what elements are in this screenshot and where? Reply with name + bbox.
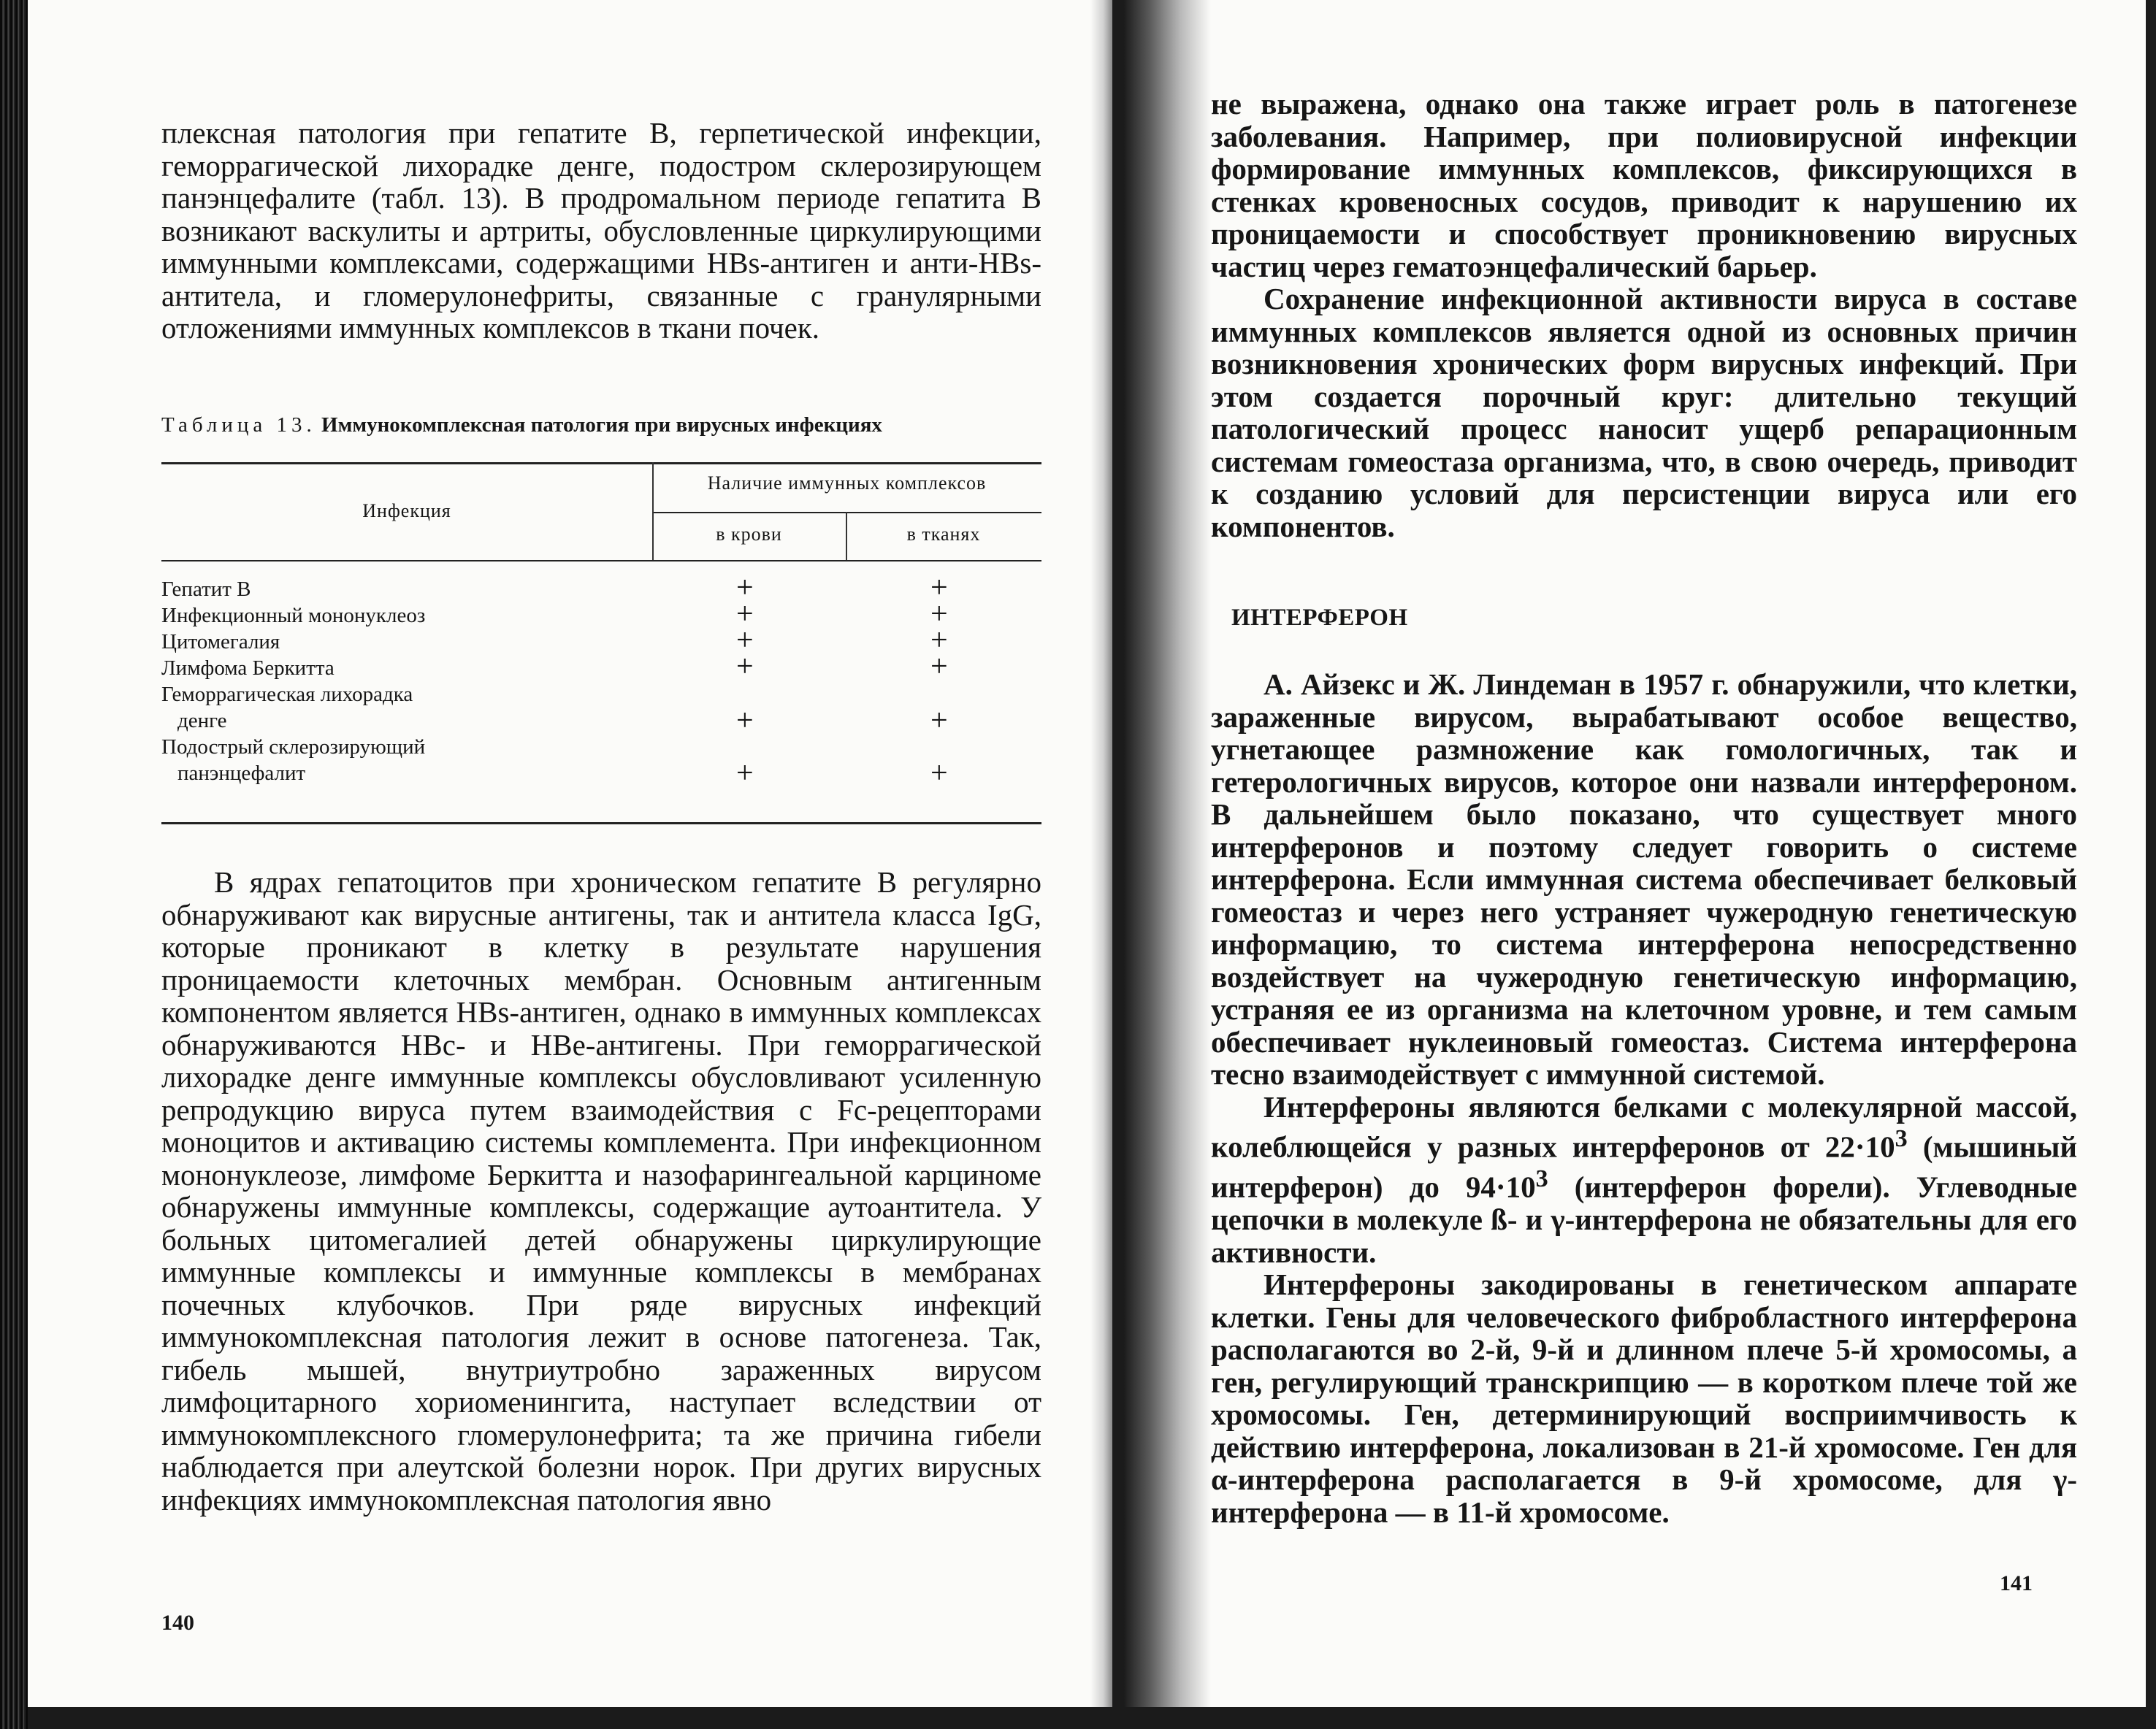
row-infection-line2: денге [177,709,227,732]
right-paragraph-3: А. Айзекс и Ж. Линдеман в 1957 г. обнаружили, что клетки, зараженные вирусом, вырабатывают особое вещество, угнетающее размножение как гомологичных, так и гетерологичных вирусов, которое они назвали интерфероном. В дальнейшем было показано, что существует много интерферонов и поэтому следует говорить о системе интерферона. Если иммунная система обеспечивает белковый гомеостаз и через него устраняет чужеродную генетическую информацию, то система интерферона непосредственно воздействует на чужеродную генетическую информацию, устраняя ее из организма на клеточном уровне, и тем самым обеспечивает нуклеиновый гомеостаз. Система интерферона тесно взаимодействует с иммунной системой. [1211,667,2077,1091]
row-infection-line1: Подострый склерозирующий [161,735,426,759]
row-tissue-value: + [930,704,948,737]
row-tissue-value: + [930,597,948,631]
right-paragraph-2: Сохранение инфекционной активности вируса в составе иммунных комплексов является одной из основных причин возникновения хронических форм вирусных инфекций. При этом создается порочный круг: длительно текущий патологический процесс наносит ущерб репарационным системам гомеостаза организма, что, в свою очередь, приводит к созданию условий для персистенции вируса или его компонентов. [1211,282,2077,543]
header-in-blood: в крови [716,524,782,545]
page-number-right: 141 [2000,1571,2033,1595]
right-body-text [1211,668,2077,1528]
row-infection: Гепатит В [161,578,251,601]
table-13 [161,462,1041,827]
right-page [1123,0,2146,1707]
row-blood-value: + [736,704,754,737]
right-paragraph-5: Интерфероны закодированы в генетическом аппарате клетки. Гены для человеческого фибробластного интерферона располагаются во 2-й, 9-й и длинном плече 5-й хромосомы, а ген, регулирующий транскрипцию — в коротком плече той же хромосомы. Ген, детерминирующий восприимчивость к действию интерферона, локализован в 21-й хромосоме. Ген для α-интерферона располагается в 9-й хромосоме, для γ-интерферона — в 11-й хромосоме. [1211,1268,2077,1529]
superscript-exponent: 3 [1535,1165,1548,1193]
row-blood-value: + [736,756,754,790]
row-blood-value: + [736,624,754,657]
row-blood-value: + [736,650,754,683]
paragraph-4-part1: Интерфероны являются белками с молекулярной массой, колеблющейся у разных интерферонов от 22·10 [1211,1089,2077,1164]
left-page [28,0,1112,1707]
left-top-paragraph: плексная патология при гепатите В, герпетической инфекции, геморрагической лихорадке денге, подостром склерозирующем панэнцефалите (табл. 13). В продромальном периоде гепатита В возникают васкулиты и артриты, обусловленные циркулирующими иммунными комплексами, содержащими HBs-антиген и анти-HBs-антитела, и гломерулонефриты, связанные с гранулярными отложениями иммунных комплексов в ткани почек. [161,116,1041,345]
right-top-text [1211,88,2077,543]
row-infection-line1: Геморрагическая лихорадка [161,683,413,706]
header-immune-complexes: Наличие иммунных комплексов [707,472,987,494]
row-infection: Инфекционный мононуклеоз [161,604,426,627]
table-caption [161,413,1041,437]
row-tissue-value: + [930,756,948,790]
row-tissue-value: + [930,571,948,605]
page-number-left: 140 [161,1611,194,1635]
right-paragraph-4 [1211,1091,2077,1269]
row-infection: Цитомегалия [161,630,280,653]
row-blood-value: + [736,571,754,605]
table-bottom-rule [161,822,1041,824]
header-in-tissue: в тканях [906,524,981,545]
row-tissue-value: + [930,624,948,657]
right-gutter-shadow [1123,0,1211,1707]
table-caption-title: Иммунокомплексная патология при вирусных инфекциях [321,413,882,437]
book-edge-left [0,0,28,1729]
row-infection-line2: панэнцефалит [177,762,306,785]
paragraph-4-part2: (мышиный интерферон) до 94·10 [1211,1130,2077,1204]
section-heading: ИНТЕРФЕРОН [1231,605,1408,631]
table-caption-label: Таблица 13. [161,413,316,437]
table-header-rule [161,560,1041,561]
superscript-exponent: 3 [1895,1125,1908,1152]
table-top-rule [161,462,1041,464]
header-infection: Инфекция [362,500,451,521]
row-blood-value: + [736,597,754,631]
paragraph-4-part3: (интерферон форели). Углеводные цепочки в молекуле ß- и γ-интерферона не обязательны для его активности. [1211,1170,2077,1269]
row-tissue-value: + [930,650,948,683]
right-paragraph-1: не выражена, однако она также играет роль в патогенезе заболевания. Например, при полиовирусной инфекции формирование иммунных комплексов, фиксирующихся в стенках кровеносных сосудов, приводит к нарушению их проницаемости и способствует проникновению вирусных частиц через гематоэнцефалический барьер. [1211,87,2077,283]
row-infection: Лимфома Беркитта [161,656,335,680]
left-gutter-shadow [1090,0,1112,1707]
left-bottom-paragraph: В ядрах гепатоцитов при хроническом гепатите В регулярно обнаруживают как вирусные антигены, так и антитела класса IgG, которые проникают в клетку в результате нарушения проницаемости клеточных мембран. Основным антигенным компонентом является HBs-антиген, однако в иммунных комплексах обнаруживаются HBc- и HBe-антигены. При геморрагической лихорадке денге иммунные комплексы обусловливают усиленную репродукцию вируса путем взаимодействия с Fc-рецепторами моноцитов и активацию системы комплемента. При инфекционном мононуклеозе, лимфоме Беркитта и назофарингеальной карциноме обнаружены иммунные комплексы, содержащие аутоантитела. У больных цитомегалией детей обнаружены циркулирующие иммунные комплексы и иммунные комплексы в мембранах почечных клубочков. При ряде вирусных инфекций иммунокомплексная патология лежит в основе патогенеза. Так, гибель мышей, внутриутробно зараженных вирусом лимфоцитарного хориоменингита, наступает вследствии от иммунокомплексного гломерулонефрита; та же причина гибели наблюдается при алеутской болезни норок. При других вирусных инфекциях иммунокомплексная патология явно [161,865,1041,1517]
